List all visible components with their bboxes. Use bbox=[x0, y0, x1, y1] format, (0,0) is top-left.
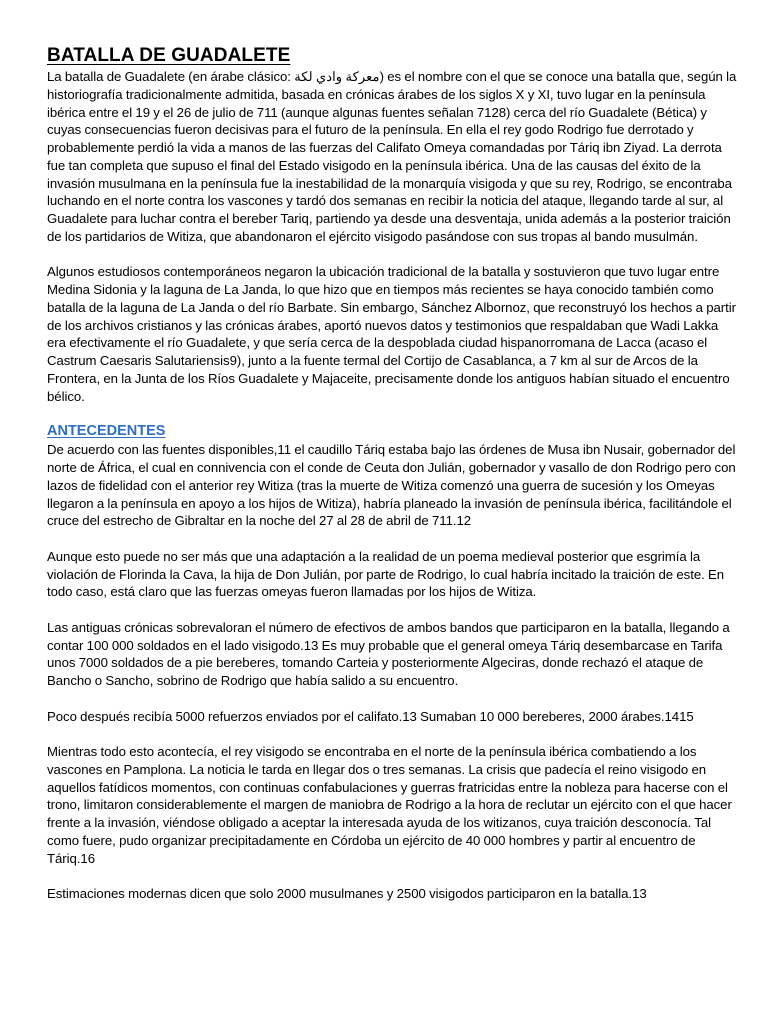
section-paragraph-1: De acuerdo con las fuentes disponibles,11 el caudillo Táriq estaba bajo las órdenes de Musa ibn Nusair, gobernador del norte de África, el cual en connivencia con el conde de Ceuta don Julián, gobernador y vasallo de don Rodrigo pero con lazos de fidelidad con el anterior rey Witiza (tras la muerte de Witiza comenzó una guerra de sucesión y los Omeyas llegaron a la península en apoyo a los hijos de Witiza), habría planeado la invasión de península ibérica, facilitándole el cruce del estrecho de Gibraltar en la noche del 27 al 28 de abril de 711.12 bbox=[47, 442, 736, 529]
section-paragraph-5: Mientras todo esto acontecía, el rey visigodo se encontraba en el norte de la península ibérica combatiendo a los vascones en Pamplona. La noticia le tarda en llegar dos o tres semanas. La crisis que padecía el reino visigodo en aquellos fatídicos momentos, con continuas confabulaciones y guerras fratricidas entre la nobleza para hacerse con el trono, limitaron considerablemente el margen de maniobra de Rodrigo a la hora de reclutar un ejército con el que hacer frente a la invasión, viéndose obligado a aceptar la interesada ayuda de los witizanos, cuya traición desconocía. Tal como fuere, pudo organizar precipitadamente en Córdoba un ejército de 40 000 hombres y partir al encuentro de Táriq.16 bbox=[47, 744, 732, 866]
document-page bbox=[47, 44, 737, 903]
intro-paragraph-2: Algunos estudiosos contemporáneos negaron la ubicación tradicional de la batalla y sostuvieron que tuvo lugar entre Medina Sidonia y la laguna de La Janda, lo que hizo que en tiempos más recientes se haya conocido también como batalla de la laguna de La Janda o del río Barbate. Sin embargo, Sánchez Albornoz, que reconstruyó los hechos a partir de los archivos cristianos y las crónicas árabes, aportó nuevos datos y testimonios que respaldaban que Wadi Lakka era efectivamente el río Guadalete, y que sería cerca de la despoblada ciudad hispanorromana de Lacca (acaso el Castrum Caesaris Salutariensis9), junto a la fuente termal del Cortijo de Casablanca, a 7 km al sur de Arcos de la Frontera, en la Junta de los Ríos Guadalete y Majaceite, precisamente donde los antiguos habían situado el encuentro bélico. bbox=[47, 264, 736, 404]
section-paragraph-6: Estimaciones modernas dicen que solo 2000 musulmanes y 2500 visigodos participaron en la batalla.13 bbox=[47, 886, 647, 901]
section-paragraph-3: Las antiguas crónicas sobrevaloran el número de efectivos de ambos bandos que participaron en la batalla, llegando a contar 100 000 soldados en el lado visigodo.13 Es muy probable que el general omeya Táriq desembarcase en Tarifa unos 7000 soldados de a pie bereberes, tomando Carteia y posteriormente Algeciras, donde rechazó el ataque de Bancho o Sancho, sobrino de Rodrigo que había salido a su encuentro. bbox=[47, 619, 730, 688]
section-paragraph-2: Aunque esto puede no ser más que una adaptación a la realidad de un poema medieval posterior que esgrimía la violación de Florinda la Cava, la hija de Don Julián, por parte de Rodrigo, lo cual habría incitado la traición de este. En todo caso, está claro que las fuerzas omeyas fueron llamadas por los hijos de Witiza. bbox=[47, 548, 725, 600]
intro-paragraph-1: La batalla de Guadalete (en árabe clásico: معركة وادي لكة) es el nombre con el que se conoce una batalla que, según la historiografía tradicionalmente admitida, basada en crónicas árabes de los siglos X y XI, tuvo lugar en la península ibérica entre el 19 y el 26 de julio de 711 (aunque algunas fuentes señalan 7128) cerca del río Guadalete (Bética) y cuyas consecuencias fueron decisivas para el futuro de la península. En ella el rey godo Rodrigo fue derrotado y probablemente perdió la vida a manos de las fuerzas del Califato Omeya comandadas por Táriq ibn Ziyad. La derrota fue tan completa que supuso el final del Estado visigodo en la península ibérica. Una de las causas del éxito de la invasión musulmana en la península fue la inestabilidad de la monarquía visigoda y que su rey, Rodrigo, se encontraba luchando en el norte contra los vascones y tardó dos semanas en recibir la noticia del ataque, llegando tarde al sur, al Guadalete para luchar contra el bereber Tariq, partiendo ya desde una desventaja, unida además a la posterior traición de los partidarios de Witiza, que abandonaron el ejército visigodo pasándose con sus tropas al bando musulmán. bbox=[47, 69, 737, 244]
section-heading-antecedentes[interactable]: ANTECEDENTES bbox=[47, 423, 166, 440]
document-title: BATALLA DE GUADALETE bbox=[47, 45, 291, 66]
section-paragraph-4: Poco después recibía 5000 refuerzos enviados por el califato.13 Sumaban 10 000 bereberes, 2000 árabes.1415 bbox=[47, 708, 694, 724]
